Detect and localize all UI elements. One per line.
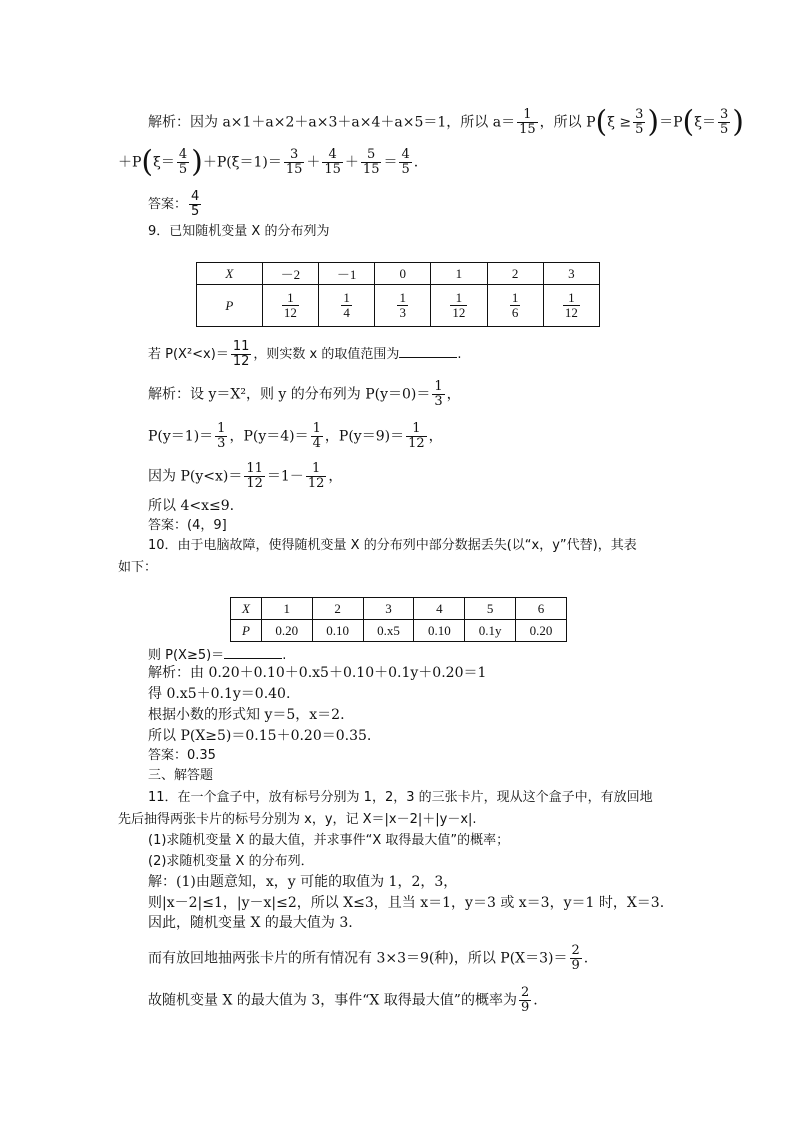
q10-title-line1: 10．由于电脑故障，使得随机变量 X 的分布列中部分数据丢失(以“x，y”代替)，其表 <box>148 538 637 553</box>
sol8-text: ＋P(ξ＝1)＝ <box>202 154 282 171</box>
sol8-text: 解析：因为 a×1＋a×2＋a×3＋a×4＋a×5＝1，所以 a＝ <box>148 114 516 131</box>
answer-blank <box>224 644 282 659</box>
table-cell: $\frac{1}{6}$ <box>487 285 543 327</box>
q10-distribution-table <box>230 597 567 642</box>
fraction: $\frac{2}{9}$ <box>520 985 530 1015</box>
q10-question: 则 P(X≥5)＝ . <box>148 644 286 666</box>
q11-line2: 先后抽得两张卡片的标号分别为 x，y，记 X＝|x－2|＋|y－x|. <box>118 812 477 827</box>
table-cell: 0 <box>375 263 431 285</box>
q10-title-line2: 如下： <box>118 560 158 575</box>
q10-solution-line3: 根据小数的形式知 y＝5，x＝2. <box>148 707 345 723</box>
fraction: $\frac{1}{12}$ <box>307 461 325 491</box>
fraction: $\frac{3}{5}$ <box>635 107 644 137</box>
table-cell: 1 <box>431 263 487 285</box>
table-cell: 4 <box>414 598 465 620</box>
fraction: $\frac{1}{12}$ <box>408 421 425 451</box>
table-cell: $\frac{1}{12}$ <box>262 285 318 327</box>
sol8-text: ξ＝ <box>153 154 175 171</box>
q11-part2: (2)求随机变量 X 的分布列． <box>148 854 314 869</box>
table-cell: 0.10 <box>414 620 465 642</box>
q11-solution-line2: 则|x－2|≤1，|y－x|≤2，所以 X≤3，且当 x＝1，y＝3 或 x＝3，y＝1 时，X＝3. <box>148 895 665 911</box>
q11-solution-line3: 因此，随机变量 X 的最大值为 3. <box>148 915 353 931</box>
q10-solution-line2: 得 0.x5＋0.1y＝0.40. <box>148 686 291 702</box>
fraction: $\frac{5}{15}$ <box>362 147 380 177</box>
table-cell: 0.20 <box>516 620 567 642</box>
table-cell: $\frac{1}{12}$ <box>431 285 487 327</box>
sol8-text: ξ ≥ <box>607 114 632 131</box>
table-cell: $\frac{1}{3}$ <box>375 285 431 327</box>
table-cell: $\frac{1}{12}$ <box>543 285 599 327</box>
q10-solution-line1: 解析：由 0.20＋0.10＋0.x5＋0.10＋0.1y＋0.20＝1 <box>148 665 487 681</box>
table-cell: 0.x5 <box>363 620 414 642</box>
q11-solution-line5: 故随机变量 X 的最大值为 3，事件“X 取得最大值”的概率为 $\frac{2}{9}$ . <box>148 985 538 1015</box>
q9-solution-line4: 所以 4<x≤9. <box>148 498 235 514</box>
q11-line1: 11．在一个盒子中，放有标号分别为 1，2，3 的三张卡片，现从这个盒子中，有放回地 <box>148 790 653 805</box>
q11-part1: (1)求随机变量 X 的最大值，并求事件“X 取得最大值”的概率； <box>148 833 510 848</box>
table-cell: 2 <box>312 598 363 620</box>
table-cell: 5 <box>465 598 516 620</box>
table-cell: －1 <box>319 263 375 285</box>
sol8-text: ＋P <box>118 154 142 171</box>
table-cell: X <box>231 598 262 620</box>
table-cell: 2 <box>487 263 543 285</box>
fraction: $\frac{1}{3}$ <box>434 379 443 409</box>
q9-title: 9．已知随机变量 X 的分布列为 <box>148 224 330 239</box>
table-cell: 3 <box>363 598 414 620</box>
q9-solution-line2: P(y＝1)＝ $\frac{1}{3}$ ，P(y＝4)＝ $\frac{1}{4}$ ，P(y＝9)＝ $\frac{1}{12}$ ， <box>148 421 443 451</box>
fraction: $\frac{1}{15}$ <box>519 107 536 137</box>
table-cell: X <box>197 263 263 285</box>
q9-solution-line1: 解析：设 y＝X²，则 y 的分布列为 P(y＝0)＝ $\frac{1}{3}$ ， <box>148 379 461 409</box>
q9-solution-line3: 因为 P(y<x)＝ $\frac{11}{12}$ ＝1－ $\frac{1}{12}$ ， <box>148 461 343 491</box>
table-row <box>197 285 600 327</box>
fraction: $\frac{4}{5}$ <box>191 189 200 219</box>
fraction: $\frac{1}{4}$ <box>312 421 321 451</box>
fraction: $\frac{2}{9}$ <box>571 943 580 973</box>
q11-solution-line1: 解：(1)由题意知，x，y 可能的取值为 1，2，3， <box>148 874 458 890</box>
fraction: $\frac{4}{5}$ <box>178 147 188 177</box>
sol8-text: ＝P <box>659 114 683 131</box>
section-heading: 三、解答题 <box>148 768 214 783</box>
fraction: $\frac{1}{3}$ <box>217 421 226 451</box>
sol8-answer <box>148 190 203 219</box>
sol8-line2: ＋P(ξ＝ $\frac{4}{5}$ )＋P(ξ＝1)＝ $\frac{3}{15}$ ＋ $\frac{4}{15}$ ＋ $\frac{5}{15}$ ＝ $\frac{4}{5}$ . <box>118 144 419 180</box>
sol8-text: ξ＝ <box>694 114 716 131</box>
table-cell: P <box>197 285 263 327</box>
sol8-text: ，所以 P <box>539 114 596 131</box>
table-cell: 0.10 <box>312 620 363 642</box>
fraction: $\frac{3}{5}$ <box>719 107 729 137</box>
fraction: $\frac{4}{15}$ <box>324 147 341 177</box>
q9-answer: 答案：(4，9] <box>148 518 227 533</box>
table-cell: 1 <box>261 598 312 620</box>
q9-distribution-table <box>196 262 600 327</box>
table-cell: 0.20 <box>261 620 312 642</box>
table-cell: P <box>231 620 262 642</box>
fraction: $\frac{4}{5}$ <box>401 147 410 177</box>
table-cell: －2 <box>262 263 318 285</box>
answer-blank <box>399 343 457 358</box>
fraction: $\frac{11}{12}$ <box>246 461 263 491</box>
table-cell: $\frac{1}{4}$ <box>319 285 375 327</box>
sol8-line1: 解析：因为 a×1＋a×2＋a×3＋a×4＋a×5＝1，所以 a＝ $\frac{1}{15}$ ，所以 P(ξ ≥ $\frac{3}{5}$ )＝P(ξ＝ $\frac{3}{5}$ ) <box>148 104 744 140</box>
q11-solution-line4: 而有放回地抽两张卡片的所有情况有 3×3＝9(种)，所以 P(X＝3)＝ $\frac{2}{9}$ . <box>148 943 589 973</box>
fraction: $\frac{11}{12}$ <box>232 339 250 369</box>
q10-solution-line4: 所以 P(X≥5)＝0.15＋0.20＝0.35. <box>148 728 372 744</box>
q9-question: 若 P(X²<x)＝ $\frac{11}{12}$ ，则实数 x 的取值范围为 . <box>148 339 462 369</box>
table-cell: 0.1y <box>465 620 516 642</box>
q10-answer: 答案：0.35 <box>148 748 216 763</box>
table-row <box>197 263 600 285</box>
table-cell: 3 <box>543 263 599 285</box>
table-row <box>231 598 567 620</box>
table-cell: 6 <box>516 598 567 620</box>
answer-label: 答案： <box>148 197 188 212</box>
fraction: $\frac{3}{15}$ <box>285 147 303 177</box>
table-row <box>231 620 567 642</box>
